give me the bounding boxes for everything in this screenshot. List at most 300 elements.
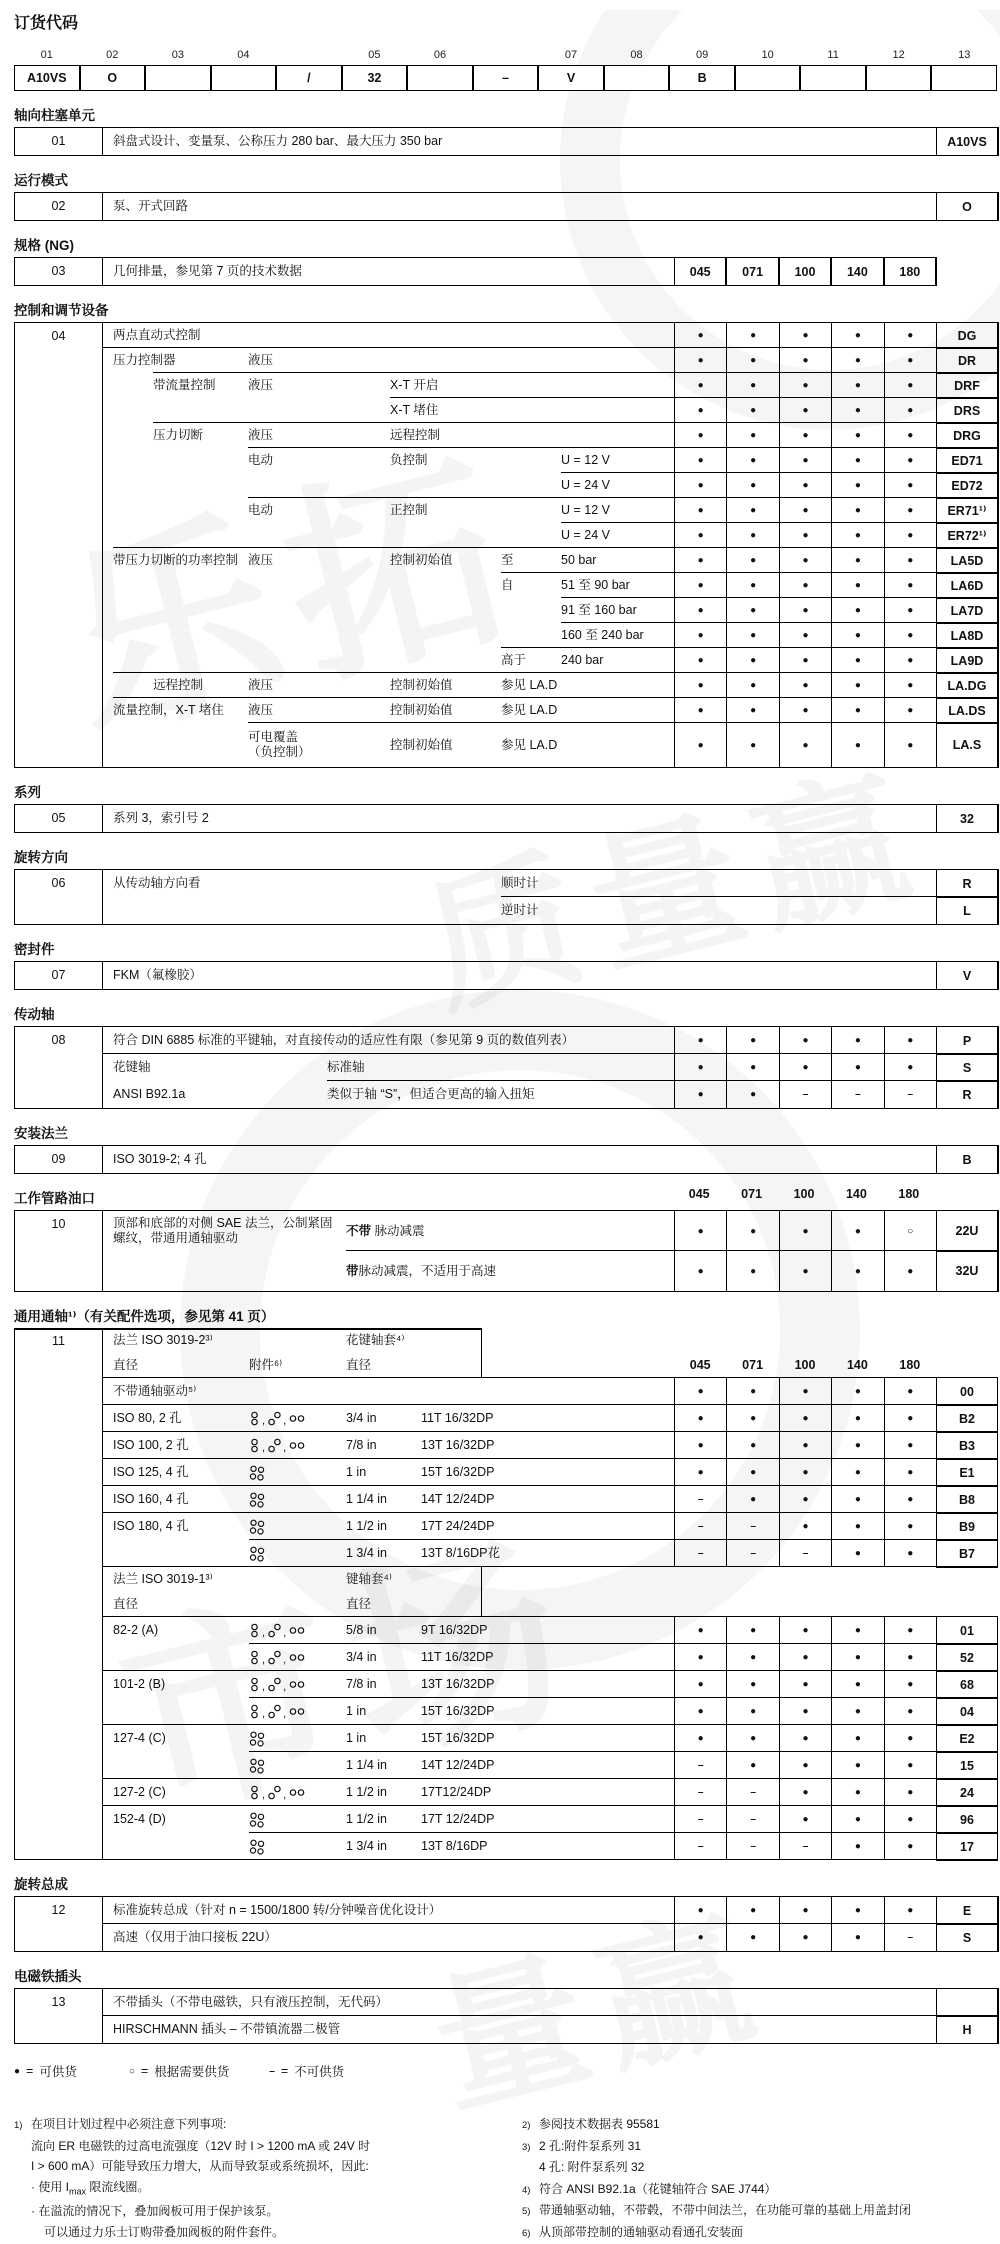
footnote-text: 2 孔:附件泵系列 31	[539, 2139, 641, 2153]
availability-100: ●	[779, 1513, 831, 1540]
code-cell: A10VS	[14, 65, 80, 91]
hub-diameter: 1 in	[346, 1459, 366, 1486]
spline-spec: 17T12/24DP	[421, 1779, 491, 1806]
code-box: 22U	[936, 1210, 998, 1252]
availability-140: ●	[831, 523, 883, 548]
shaft-type: ANSI B92.1a	[113, 1081, 185, 1108]
row-number	[15, 1378, 103, 1405]
bolt-pattern-icons: , ,	[249, 1405, 305, 1432]
availability-071: ●	[726, 373, 778, 398]
control-variant: 正控制	[390, 498, 428, 523]
availability-071: ●	[726, 1251, 778, 1291]
availability-071: ●	[726, 548, 778, 573]
control-variant: 控制初始值	[390, 548, 453, 573]
code-box: E1	[936, 1458, 998, 1487]
availability-071: ●	[726, 1644, 778, 1671]
availability-100: ●	[779, 373, 831, 398]
availability-071: ●	[726, 1617, 778, 1644]
availability-cells	[674, 523, 936, 548]
footnote-1-line3: I > 600 mA）可能导致压力增大，从而导致泵或系统损坏，因此:	[14, 2156, 522, 2177]
availability-100: ●	[779, 1211, 831, 1251]
table-row	[15, 128, 998, 155]
table-row	[15, 1081, 998, 1108]
availability-cells	[674, 1432, 936, 1459]
row-number: 03	[15, 258, 103, 285]
availability-cells	[674, 573, 936, 598]
code-box: E2	[936, 1724, 998, 1753]
table-row	[14, 1644, 997, 1671]
availability-100: ●	[779, 1054, 831, 1081]
col-head-071: 071	[726, 1358, 778, 1372]
availability-071: ●	[726, 1486, 778, 1513]
availability-045: ●	[674, 1671, 726, 1698]
availability-100: ●	[779, 498, 831, 523]
table-row	[15, 962, 998, 989]
code-box: B7	[936, 1539, 998, 1568]
table-row	[15, 1054, 998, 1081]
range-value: U = 12 V	[561, 448, 610, 473]
availability-180: ●	[884, 1806, 936, 1833]
availability-045: –	[674, 1540, 726, 1567]
availability-180: ●	[884, 1405, 936, 1432]
row-number	[15, 498, 103, 523]
row-number	[15, 1617, 103, 1644]
code-cell: O	[80, 65, 146, 91]
availability-180: –	[884, 1924, 936, 1951]
code-cell	[145, 65, 211, 91]
availability-071: ●	[726, 1698, 778, 1725]
code-cell: B	[669, 65, 735, 91]
box-right-border	[481, 1328, 482, 1353]
equals: =	[281, 2064, 288, 2078]
availability-180: ●	[884, 448, 936, 473]
table-row	[15, 573, 998, 598]
availability-045: ●	[674, 398, 726, 423]
range-value: 91 至 160 bar	[561, 598, 637, 623]
flange-size: 152-4 (D)	[113, 1806, 166, 1833]
availability-100: ●	[779, 1486, 831, 1513]
range-qualifier: 至	[501, 548, 514, 573]
flange-standard: 法兰 ISO 3019-2³⁾	[113, 1328, 213, 1353]
availability-071: ●	[726, 323, 778, 348]
row-number	[15, 398, 103, 423]
code-box: V	[936, 961, 998, 990]
through-drive-part2-rows	[14, 1617, 997, 1860]
spline-spec: 17T 24/24DP	[421, 1513, 494, 1540]
bolt-pattern-icons: , ,	[249, 1617, 305, 1644]
code-box: DRG	[936, 422, 998, 449]
availability-cells	[674, 448, 936, 473]
row-without-through-drive	[14, 1378, 997, 1405]
availability-cells	[674, 723, 936, 767]
spline-spec: 15T 16/32DP	[421, 1725, 494, 1752]
availability-cells	[674, 1833, 936, 1860]
availability-100: ●	[779, 348, 831, 373]
control-name: 带流量控制	[153, 373, 216, 398]
box-right-border	[481, 1592, 482, 1617]
availability-071: ●	[726, 423, 778, 448]
availability-140: ●	[831, 1251, 883, 1291]
availability-cells	[674, 323, 936, 348]
availability-071: ●	[726, 348, 778, 373]
code-cell	[735, 65, 801, 91]
range-value: U = 12 V	[561, 498, 610, 523]
row-description: HIRSCHMANN 插头 – 不带镇流器二极管	[113, 2016, 340, 2043]
control-variant: 远程控制	[390, 423, 440, 448]
diameter-label: 直径	[113, 1592, 138, 1617]
footnote-text: 在项目计划过程中必须注意下列事项:	[31, 2117, 226, 2131]
spline-spec: 15T 16/32DP	[421, 1698, 494, 1725]
hub-type: 键轴套⁴⁾	[346, 1567, 392, 1592]
availability-100: ●	[779, 323, 831, 348]
section-heading-axial-piston-unit	[14, 104, 997, 121]
code-cell: /	[276, 65, 342, 91]
col-head-180: 180	[883, 1187, 935, 1201]
availability-045: ●	[674, 723, 726, 767]
range-value: U = 24 V	[561, 523, 610, 548]
availability-100: ●	[779, 473, 831, 498]
footnote-1-bullet1: · 使用 $I_{max}$ 限流线圈。	[14, 2177, 522, 2202]
row-number: 11	[15, 1328, 103, 1353]
table-row	[15, 323, 998, 348]
row-divider	[15, 1859, 997, 1860]
availability-100: ●	[779, 1725, 831, 1752]
code-box: 32	[936, 804, 998, 833]
damping-option: 不带 脉动减震	[346, 1211, 425, 1251]
availability-045: ●	[674, 323, 726, 348]
availability-045: ●	[674, 1251, 726, 1291]
availability-045: –	[674, 1779, 726, 1806]
heading-text: 规格 (NG)	[14, 238, 74, 253]
port-description: 顶部和底部的对侧 SAE 法兰，公制紧固 螺纹，带通用通轴驱动	[113, 1211, 332, 1251]
spline-spec: 13T 8/16DP	[421, 1833, 487, 1860]
availability-071: ●	[726, 723, 778, 767]
code-box: B9	[936, 1512, 998, 1541]
availability-045: ●	[674, 1432, 726, 1459]
shaft-type: 符合 DIN 6885 标准的平键轴，对直接传动的适应性有限（参见第 9 页的数值列表）	[113, 1027, 574, 1054]
heading-text: 控制和调节设备	[14, 303, 109, 318]
table-row	[15, 1924, 998, 1951]
availability-140: ●	[831, 1027, 883, 1054]
availability-045: ●	[674, 498, 726, 523]
damping-option: 带脉动减震，不适用于高速	[346, 1251, 496, 1291]
availability-071: ●	[726, 1924, 778, 1951]
code-cell	[407, 65, 473, 91]
availability-140: ●	[831, 1459, 883, 1486]
hub-diameter: 1 3/4 in	[346, 1540, 387, 1567]
availability-180: ●	[884, 673, 936, 698]
hub-diameter: 1 1/4 in	[346, 1486, 387, 1513]
availability-cells	[674, 1671, 936, 1698]
row-description: 不带通轴驱动⁵⁾	[113, 1378, 196, 1405]
section-heading-control-devices	[14, 299, 997, 316]
availability-140: ●	[831, 1725, 883, 1752]
availability-100: ●	[779, 523, 831, 548]
availability-045: ●	[674, 1617, 726, 1644]
availability-140: ●	[831, 1211, 883, 1251]
table-row	[15, 448, 998, 473]
hub-diameter: 1 1/2 in	[346, 1513, 387, 1540]
header-row-diameter	[14, 1353, 997, 1378]
availability-100: ●	[779, 1779, 831, 1806]
section-heading-service-line-ports	[14, 1187, 997, 1204]
table-row	[14, 1486, 997, 1513]
availability-cells	[674, 648, 936, 673]
availability-140: ●	[831, 1617, 883, 1644]
code-box	[936, 1988, 998, 2017]
availability-071: ●	[726, 698, 778, 723]
footnote-marker: 5)	[522, 2202, 530, 2223]
availability-180: ●	[884, 1752, 936, 1779]
code-box: B3	[936, 1431, 998, 1460]
section-heading-rotation-direction	[14, 846, 997, 863]
availability-140: ●	[831, 1698, 883, 1725]
availability-071: ●	[726, 673, 778, 698]
availability-cells	[674, 1378, 936, 1405]
row-number	[15, 1725, 103, 1752]
availability-140: ●	[831, 698, 883, 723]
code-box: B8	[936, 1485, 998, 1514]
code-position-label: 06	[407, 49, 473, 65]
table-row	[14, 1752, 997, 1779]
availability-071: ●	[726, 1725, 778, 1752]
available-symbol: ●	[14, 2066, 20, 2077]
heading-text: 通用通轴¹⁾（有关配件选项，参见第 41 页）	[14, 1309, 274, 1324]
control-name: 压力切断	[153, 423, 203, 448]
table-row	[15, 193, 998, 220]
box-right-border	[481, 1567, 482, 1592]
flange-size: ISO 80, 2 孔	[113, 1405, 182, 1432]
availability-cells	[674, 1251, 936, 1291]
availability-100: ●	[779, 1617, 831, 1644]
table-row	[15, 473, 998, 498]
spline-spec: 11T 16/32DP	[421, 1644, 494, 1671]
row-number	[15, 897, 103, 924]
flange-size: ISO 180, 4 孔	[113, 1513, 189, 1540]
availability-180: ●	[884, 523, 936, 548]
shaft-detail: 类似于轴 “S”，但适合更高的输入扭矩	[327, 1081, 535, 1108]
availability-180: ○	[884, 1211, 936, 1251]
row-number	[15, 1513, 103, 1540]
code-box: LA.DS	[936, 697, 998, 724]
table-row	[15, 258, 936, 285]
row-number: 06	[15, 870, 103, 897]
availability-100: ●	[779, 398, 831, 423]
availability-045: ●	[674, 1027, 726, 1054]
table-row	[14, 1432, 997, 1459]
availability-180: ●	[884, 573, 936, 598]
code-position-labels	[14, 49, 997, 65]
row-number	[15, 1806, 103, 1833]
actuation-type: 液压	[248, 348, 273, 373]
availability-071: ●	[726, 1081, 778, 1108]
code-box: H	[936, 2015, 998, 2044]
table-row	[15, 498, 998, 523]
col-head-100: 100	[779, 1358, 831, 1372]
section-heading-size	[14, 234, 997, 251]
actuation-type: 电动	[248, 498, 273, 523]
control-variant: X-T 开启	[390, 373, 438, 398]
code-cell: 32	[342, 65, 408, 91]
availability-cells	[674, 673, 936, 698]
range-qualifier: 参见 LA.D	[501, 723, 557, 767]
diameter-label-2: 直径	[346, 1592, 371, 1617]
code-cell: V	[538, 65, 604, 91]
control-name: 压力控制器	[113, 348, 176, 373]
code-box: B	[936, 1145, 998, 1174]
row-number	[15, 1251, 103, 1291]
bolt-pattern-icons	[249, 1806, 265, 1833]
availability-cells	[674, 623, 936, 648]
spline-spec: 14T 12/24DP	[421, 1752, 494, 1779]
table-row	[15, 548, 998, 573]
row-number	[15, 2016, 103, 2043]
availability-180: ●	[884, 1833, 936, 1860]
row-number	[15, 548, 103, 573]
equals: =	[141, 2064, 148, 2078]
size-code: 140	[831, 257, 883, 286]
code-box: 00	[936, 1377, 998, 1406]
footnote-1-line2: 流向 ER 电磁铁的过高电流强度（12V 时 I > 1200 mA 或 24V 时	[14, 2136, 522, 2157]
availability-140: ●	[831, 1644, 883, 1671]
size-code: 045	[674, 257, 726, 286]
actuation-type: 液压	[248, 548, 273, 573]
spline-spec: 13T 8/16DP花	[421, 1540, 500, 1567]
table-row	[15, 373, 998, 398]
code-position-label: 10	[735, 49, 801, 65]
table-row	[15, 805, 998, 832]
row-number	[15, 1054, 103, 1081]
availability-071: ●	[726, 1897, 778, 1924]
availability-180: ●	[884, 648, 936, 673]
availability-cells	[674, 1027, 936, 1054]
hub-type: 花键轴套⁴⁾	[346, 1328, 404, 1353]
control-variant: X-T 堵住	[390, 398, 438, 423]
code-position-label: 03	[145, 49, 211, 65]
code-box: R	[936, 1080, 998, 1109]
range-value: U = 24 V	[561, 473, 610, 498]
availability-045: ●	[674, 373, 726, 398]
availability-100: –	[779, 1540, 831, 1567]
row-number	[15, 573, 103, 598]
row-number	[15, 1081, 103, 1108]
bolt-pattern-icons	[249, 1540, 265, 1567]
availability-140: ●	[831, 1432, 883, 1459]
code-box: LA5D	[936, 547, 998, 574]
availability-045: ●	[674, 623, 726, 648]
row-number: 10	[15, 1211, 103, 1251]
row-description: 高速（仅用于油口接板 22U）	[113, 1924, 277, 1951]
row-description: 几何排量，参见第 7 页的技术数据	[113, 258, 302, 285]
row-number: 12	[15, 1897, 103, 1924]
availability-140: ●	[831, 648, 883, 673]
range-value: 160 至 240 bar	[561, 623, 644, 648]
section-heading-drive-shaft	[14, 1003, 997, 1020]
hub-diameter: 1 in	[346, 1698, 366, 1725]
row-number: 07	[15, 962, 103, 989]
code-box: DRS	[936, 397, 998, 424]
row-description: 标准旋转总成（针对 n = 1500/1800 转/分钟噪音优化设计）	[113, 1897, 441, 1924]
table-series	[14, 804, 999, 833]
footnote-marker: 4)	[522, 2181, 530, 2202]
footnote-marker: 2)	[522, 2116, 530, 2137]
table-rotary-group	[14, 1896, 999, 1952]
table-row	[14, 1833, 997, 1860]
table-operating-mode	[14, 192, 999, 221]
availability-140: ●	[831, 1924, 883, 1951]
row-number	[15, 1486, 103, 1513]
code-box: LA7D	[936, 597, 998, 624]
code-position-label	[473, 49, 539, 65]
table-seals	[14, 961, 999, 990]
availability-cells	[674, 1540, 936, 1567]
table-row	[15, 1146, 998, 1173]
table-row	[15, 897, 998, 924]
availability-100: ●	[779, 1644, 831, 1671]
availability-071: ●	[726, 1671, 778, 1698]
availability-180: ●	[884, 1540, 936, 1567]
row-number	[15, 1432, 103, 1459]
availability-140: ●	[831, 398, 883, 423]
flange-size: 101-2 (B)	[113, 1671, 165, 1698]
bolt-pattern-icons	[249, 1752, 265, 1779]
row-number	[15, 1671, 103, 1698]
bolt-pattern-icons: , ,	[249, 1698, 305, 1725]
availability-045: ●	[674, 673, 726, 698]
through-drive-part1-rows	[14, 1405, 997, 1567]
code-box: A10VS	[936, 127, 998, 156]
section-heading-series	[14, 781, 997, 798]
code-position-label: 08	[604, 49, 670, 65]
availability-045: ●	[674, 648, 726, 673]
table-row	[15, 623, 998, 648]
table-row	[15, 1897, 998, 1924]
table-row	[14, 1698, 997, 1725]
table-row	[14, 1725, 997, 1752]
size-code: 071	[726, 257, 778, 286]
code-cell: –	[473, 65, 539, 91]
availability-071: ●	[726, 473, 778, 498]
availability-045: ●	[674, 698, 726, 723]
code-position-label: 07	[538, 49, 604, 65]
availability-180: ●	[884, 373, 936, 398]
control-name: 远程控制	[153, 673, 203, 698]
availability-180: ●	[884, 698, 936, 723]
table-row	[14, 1779, 997, 1806]
code-box: 52	[936, 1643, 998, 1672]
table-row	[15, 398, 998, 423]
row-number	[15, 1567, 103, 1592]
row-number: 13	[15, 1989, 103, 2016]
availability-cells	[674, 1924, 936, 1951]
availability-045: ●	[674, 523, 726, 548]
availability-100: ●	[779, 1752, 831, 1779]
footnote-text: 从顶部带控制的通轴驱动看通孔安装面	[539, 2225, 743, 2239]
box-right-border	[481, 1353, 482, 1378]
not-available-label: 不可供货	[294, 2062, 344, 2080]
footnote-item	[522, 2157, 986, 2178]
row-number	[15, 1353, 103, 1378]
availability-100: ●	[779, 1459, 831, 1486]
control-variant: 负控制	[390, 448, 428, 473]
heading-text: 轴向柱塞单元	[14, 108, 95, 123]
code-box: 17	[936, 1832, 998, 1861]
availability-071: ●	[726, 1378, 778, 1405]
availability-071: –	[726, 1806, 778, 1833]
code-box: LA8D	[936, 622, 998, 649]
header-row-flange-3019-1	[14, 1567, 997, 1592]
availability-045: ●	[674, 1211, 726, 1251]
